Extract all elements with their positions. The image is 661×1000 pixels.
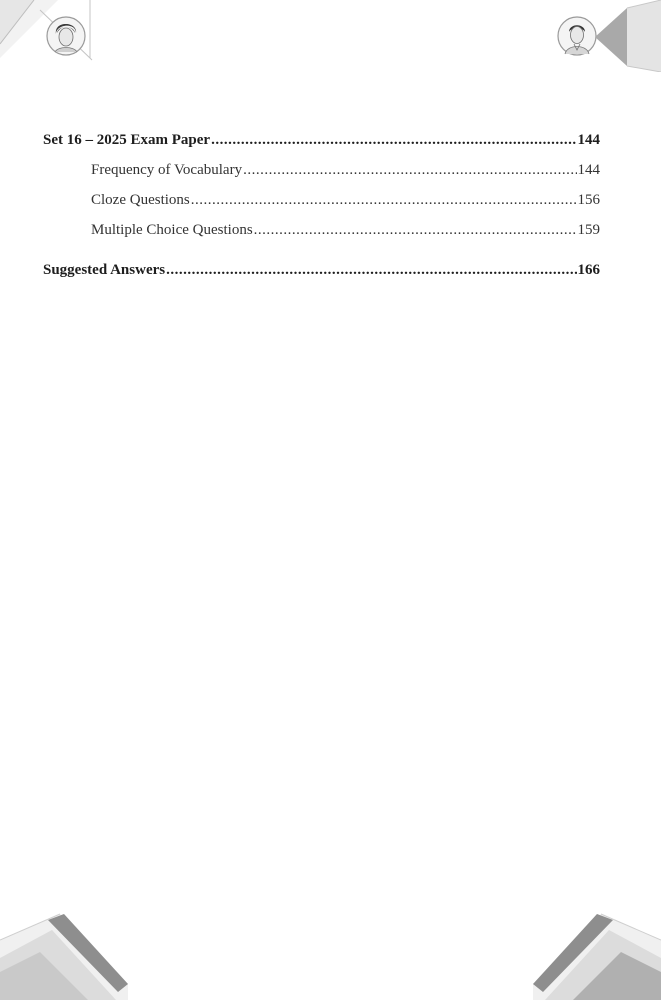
toc-entry-page: 144: [577, 132, 600, 148]
toc-entry-page: 159: [577, 222, 600, 238]
bottom-right-corner-decoration: [531, 910, 661, 1000]
dot-leader: [191, 191, 577, 209]
toc-entry-suggested-answers[interactable]: [43, 261, 600, 279]
dot-leader: [166, 261, 576, 279]
toc-entry-page: 156: [577, 192, 600, 208]
author-avatar-left: [46, 16, 86, 56]
dot-leader: [211, 131, 576, 149]
dot-leader: [254, 221, 577, 239]
bottom-left-corner-decoration: [0, 910, 130, 1000]
toc-entry-label: Multiple Choice Questions: [91, 222, 253, 238]
toc-entry-label: Cloze Questions: [91, 192, 190, 208]
toc-entry-page: 166: [577, 262, 600, 278]
toc-entry-set-16[interactable]: [43, 131, 600, 149]
toc-entry-label: Suggested Answers: [43, 262, 166, 278]
toc-entry-label: Set 16 – 2025 Exam Paper: [43, 132, 211, 148]
toc-entry-label: Frequency of Vocabulary: [91, 162, 243, 178]
toc-entry-multiple-choice-questions[interactable]: [43, 221, 600, 239]
dot-leader: [243, 161, 576, 179]
toc-entry-cloze-questions[interactable]: [43, 191, 600, 209]
toc-entry-frequency-of-vocabulary[interactable]: [43, 161, 600, 179]
toc-entry-page: 144: [577, 162, 600, 178]
top-right-corner-decoration: [575, 0, 661, 72]
